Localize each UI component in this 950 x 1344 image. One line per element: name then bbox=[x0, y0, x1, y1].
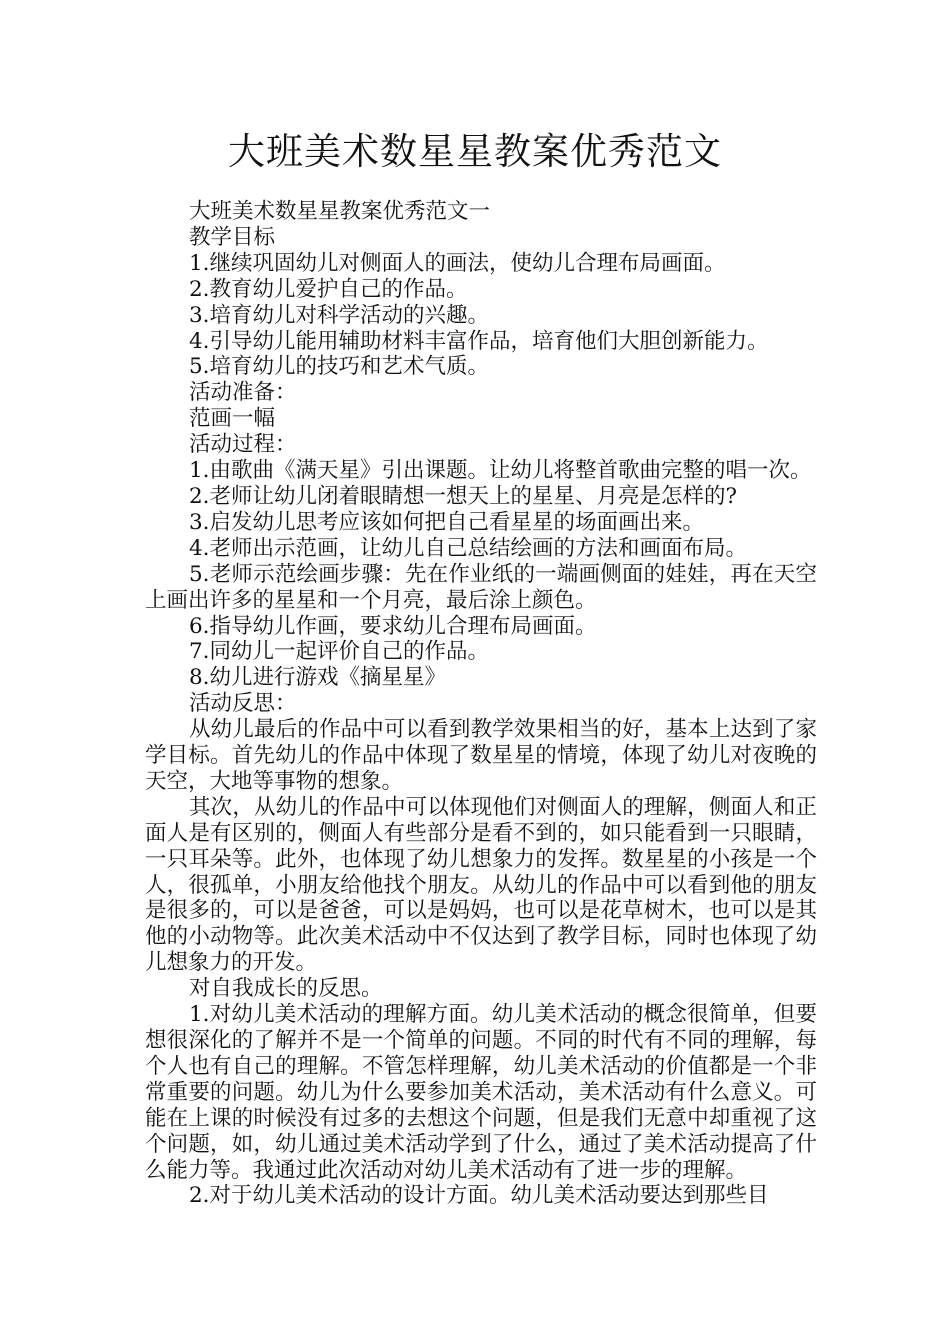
process-step: 7.同幼儿一起评价自己的作品。 bbox=[189, 639, 490, 665]
subheading-reflection: 活动反思： bbox=[189, 691, 297, 717]
paragraph: 其次，从幼儿的作品中可以体现他们对侧面人的理解，侧面人和正面人是有区别的，侧面人有些部分是看不到的，如只能看到一只眼睛，一只耳朵等。此外，也体现了幼儿想象力的发挥。数星星的小孩是一个人，很孤单，小朋友给他找个朋友。从幼儿的作品中可以看到他的朋友是很多的，可以是爸爸，可以是妈妈，也可以是花草树木，也可以是其他的小动物等。此次美术活动中不仅达到了教学目标，同时也体现了幼儿想象力的开发。 bbox=[145, 794, 817, 976]
subheading-teaching-goals: 教学目标 bbox=[189, 224, 276, 250]
document-body bbox=[145, 199, 817, 1209]
paragraph: 1.对幼儿美术活动的理解方面。幼儿美术活动的概念很简单，但要想很深化的了解并不是一个简单的问题。不同的时代有不同的理解，每个人也有自己的理解。不管怎样理解，幼儿美术活动的价值都是一个非常重要的问题。幼儿为什么要参加美术活动，美术活动有什么意义。可能在上课的时候没有过多的去想这个问题，但是我们无意中却重视了这个问题，如，幼儿通过美术活动学到了什么，通过了美术活动提高了什么能力等。我通过此次活动对幼儿美术活动有了进一步的理解。 bbox=[145, 1002, 817, 1183]
process-step: 1.由歌曲《满天星》引出课题。让幼儿将整首歌曲完整的唱一次。 bbox=[189, 458, 812, 484]
goal-item: 1.继续巩固幼儿对侧面人的画法，使幼儿合理布局画面。 bbox=[189, 250, 726, 276]
process-step: 5.老师示范绘画步骤：先在作业纸的一端画侧面的娃娃，再在天空上画出许多的星星和一个月亮，最后涂上颜色。 bbox=[145, 561, 817, 613]
paragraph: 2.对于幼儿美术活动的设计方面。幼儿美术活动要达到那些目 bbox=[189, 1183, 769, 1209]
paragraph: 范画一幅 bbox=[189, 406, 276, 432]
process-step: 2.老师让幼儿闭着眼睛想一想天上的星星、月亮是怎样的? bbox=[189, 483, 738, 509]
process-step: 3.启发幼儿思考应该如何把自己看星星的场面画出来。 bbox=[189, 509, 705, 535]
goal-item: 5.培育幼儿的技巧和艺术气质。 bbox=[189, 354, 490, 380]
goal-item: 3.培育幼儿对科学活动的兴趣。 bbox=[189, 302, 490, 328]
document-title: 大班美术数星星教案优秀范文 bbox=[228, 130, 722, 173]
paragraph: 对自我成长的反思。 bbox=[189, 976, 383, 1002]
subheading-preparation: 活动准备： bbox=[189, 380, 297, 406]
process-step: 4.老师出示范画，让幼儿自己总结绘画的方法和画面布局。 bbox=[189, 535, 748, 561]
process-step: 8.幼儿进行游戏《摘星星》 bbox=[189, 665, 447, 691]
goal-item: 4.引导幼儿能用辅助材料丰富作品，培育他们大胆创新能力。 bbox=[189, 328, 769, 354]
subheading-process: 活动过程： bbox=[189, 432, 297, 458]
process-step: 6.指导幼儿作画，要求幼儿合理布局画面。 bbox=[189, 613, 597, 639]
section-heading: 大班美术数星星教案优秀范文一 bbox=[189, 199, 491, 224]
paragraph: 从幼儿最后的作品中可以看到教学效果相当的好，基本上达到了家学目标。首先幼儿的作品中体现了数星星的情境，体现了幼儿对夜晚的天空，大地等事物的想象。 bbox=[145, 717, 817, 794]
goal-item: 2.教育幼儿爱护自己的作品。 bbox=[189, 276, 468, 302]
